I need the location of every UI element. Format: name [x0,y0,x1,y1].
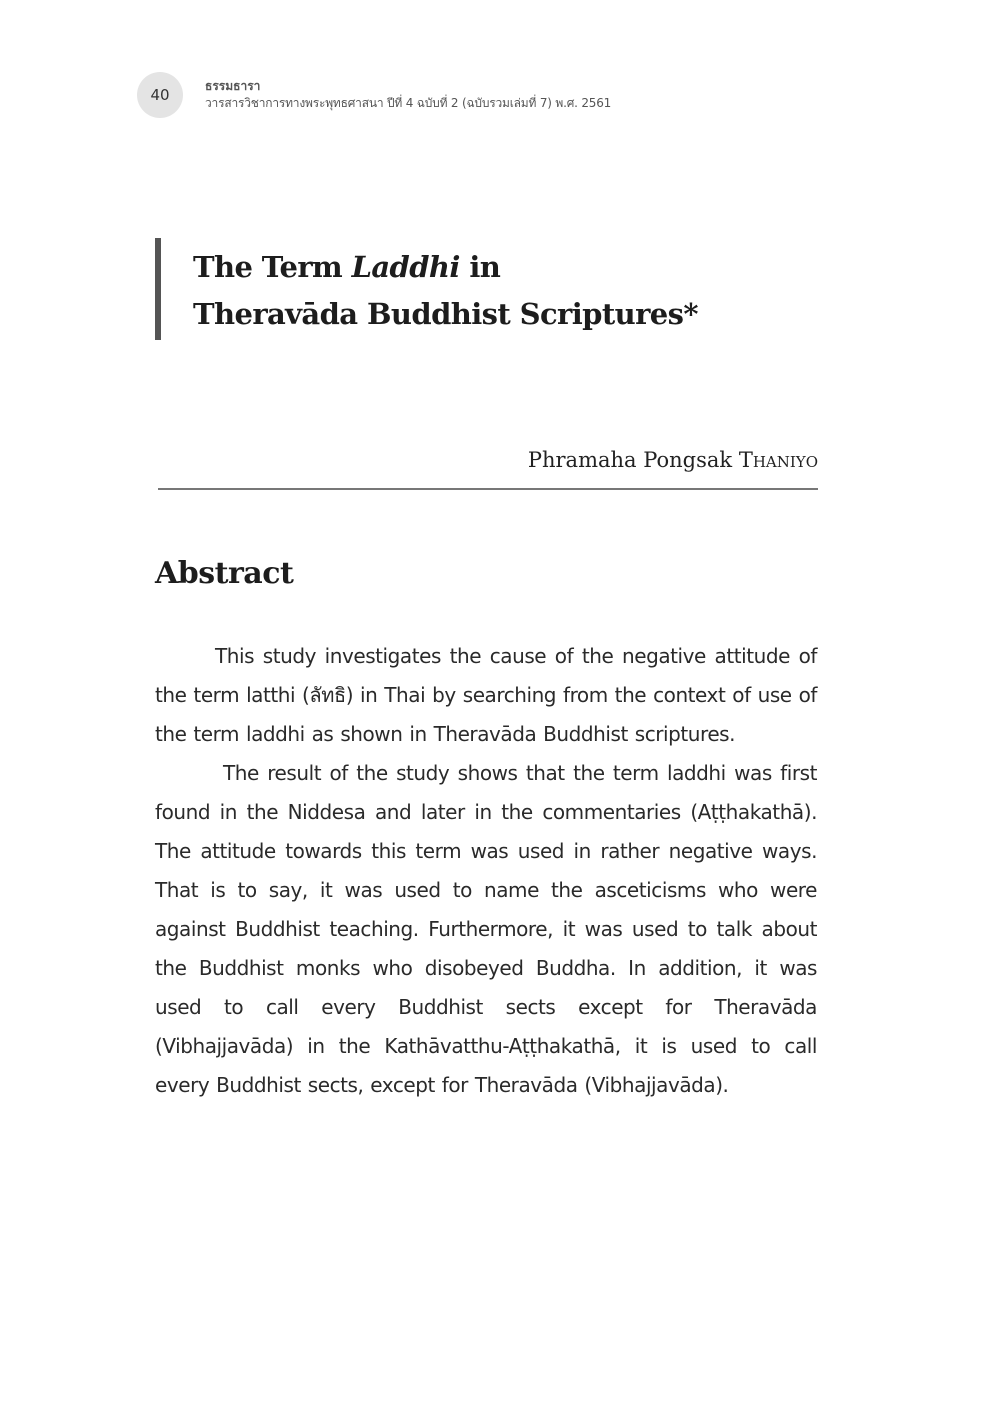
title-accent-bar [155,238,161,340]
running-header [205,78,611,112]
abstract-paragraph-2: The result of the study shows that the term laddhi was first found in the Niddesa and later in the commentaries (Aṭṭhakathā). The attitude towards this term was used in rather negative ways. That is to say, it was used to name the asceticisms who were against Buddhist teaching. Furthermore, it was used to talk about the Buddhist monks who disobeyed Buddha. In addition, it was used to call every Buddhist sects except for Theravāda (Vibhajjavāda) in the Kathāvatthu-Aṭṭhakathā, it is used to call every Buddhist sects, except for Theravāda (Vibhajjavāda). [155,761,817,1097]
author-surname: Thaniyo [738,448,818,472]
title-italic-term: Laddhi [351,250,460,284]
author-byline [528,448,818,472]
page-number-badge [137,72,183,118]
journal-name: ธรรมธารา [205,79,261,93]
article-title [193,244,698,338]
journal-subtitle: วารสารวิชาการทางพระพุทธศาสนา ปีที่ 4 ฉบับที่ 2 (ฉบับรวมเล่มที่ 7) พ.ศ. 2561 [205,96,612,110]
abstract-body [155,637,817,1105]
title-line-2: Theravāda Buddhist Scriptures* [193,297,698,331]
page-number: 40 [150,86,170,104]
title-line-1-end: in [459,250,501,284]
abstract-paragraph-1: This study investigates the cause of the negative attitude of the term latthi (ลัทธิ) in Thai by searching from the context of use of the term laddhi as shown in Theravāda Buddhist scriptures. [155,644,817,746]
author-divider [158,488,818,490]
title-line-1-start: The Term [193,250,352,284]
author-name: Phramaha Pongsak [527,448,739,472]
title-line-1 [193,244,698,291]
abstract-heading: Abstract [155,556,294,591]
